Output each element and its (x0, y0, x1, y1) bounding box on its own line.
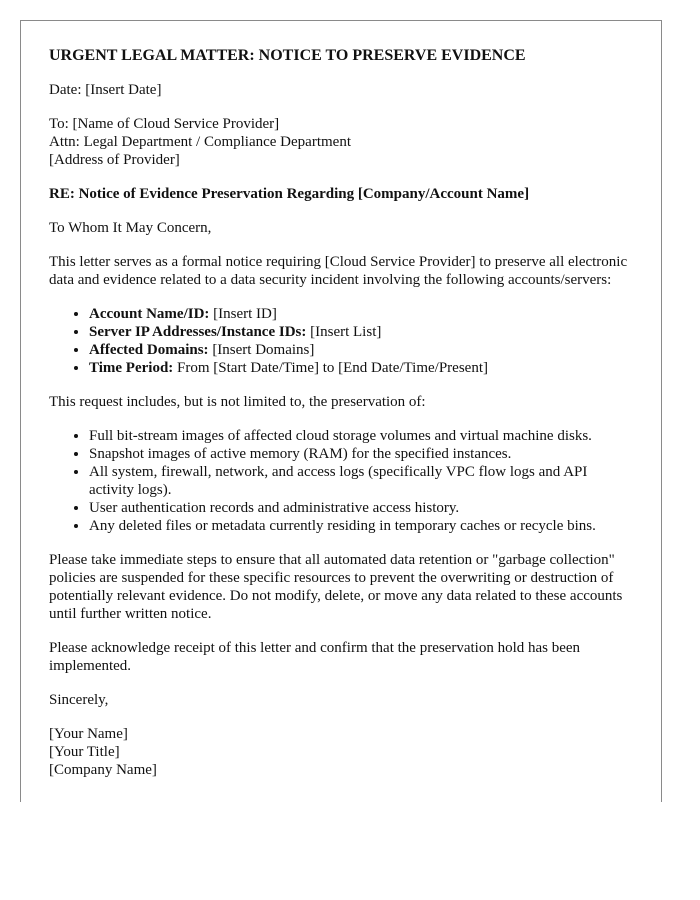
server-label: Server IP Addresses/Instance IDs: (89, 324, 307, 340)
time-period-value: From [Start Date/Time] to [End Date/Time/Present] (173, 360, 488, 376)
letter-page (20, 20, 662, 802)
list-item: • User authentication records and administrative access history. (89, 499, 633, 517)
list-item (89, 341, 633, 359)
request-intro: This request includes, but is not limited to, the preservation of: (49, 394, 426, 410)
date-line: Date: [Insert Date] (49, 82, 162, 98)
list-item: • Full bit-stream images of affected cloud storage volumes and virtual machine disks. (89, 427, 633, 445)
list-item: • Snapshot images of active memory (RAM) for the specified instances. (89, 445, 633, 463)
recipient-attn: Attn: Legal Department / Compliance Department (49, 134, 351, 150)
re-line: RE: Notice of Evidence Preservation Regarding [Company/Account Name] (49, 186, 530, 202)
list-item (89, 305, 633, 323)
account-value: [Insert ID] (209, 306, 277, 322)
signature-block (49, 725, 633, 779)
time-period-label: Time Period: (89, 360, 174, 376)
steps-paragraph: Please take immediate steps to ensure that all automated data retention or "garbage collection" policies are suspended for these specific resources to prevent the overwriting or destruction of potentially relevant evidence. Do not modify, delete, or move any data related to these accounts until further written notice. (49, 552, 623, 622)
acknowledge-paragraph: Please acknowledge receipt of this letter and confirm that the preservation hold has been implemented. (49, 640, 581, 674)
domains-label: Affected Domains: (89, 342, 209, 358)
list-item (89, 323, 633, 341)
signature-name: [Your Name] (49, 726, 128, 742)
accounts-list (49, 305, 633, 377)
account-label: Account Name/ID: (89, 306, 210, 322)
signature-company: [Company Name] (49, 762, 157, 778)
closing: Sincerely, (49, 692, 109, 708)
intro-paragraph: This letter serves as a formal notice requiring [Cloud Service Provider] to preserve all electronic data and evidence related to a data security incident involving the following accounts/servers: (49, 254, 628, 288)
list-item: • Any deleted files or metadata currently residing in temporary caches or recycle bins. (89, 517, 633, 535)
server-value: [Insert List] (306, 324, 382, 340)
list-item (89, 359, 633, 377)
list-item: • All system, firewall, network, and access logs (specifically VPC flow logs and API activity logs). (89, 463, 633, 499)
recipient-block (49, 115, 633, 169)
recipient-name: To: [Name of Cloud Service Provider] (49, 116, 280, 132)
signature-title: [Your Title] (49, 744, 120, 760)
preservation-list (49, 427, 633, 535)
salutation: To Whom It May Concern, (49, 220, 212, 236)
letter-title: URGENT LEGAL MATTER: NOTICE TO PRESERVE EVIDENCE (49, 47, 526, 64)
domains-value: [Insert Domains] (208, 342, 315, 358)
recipient-address: [Address of Provider] (49, 152, 180, 168)
